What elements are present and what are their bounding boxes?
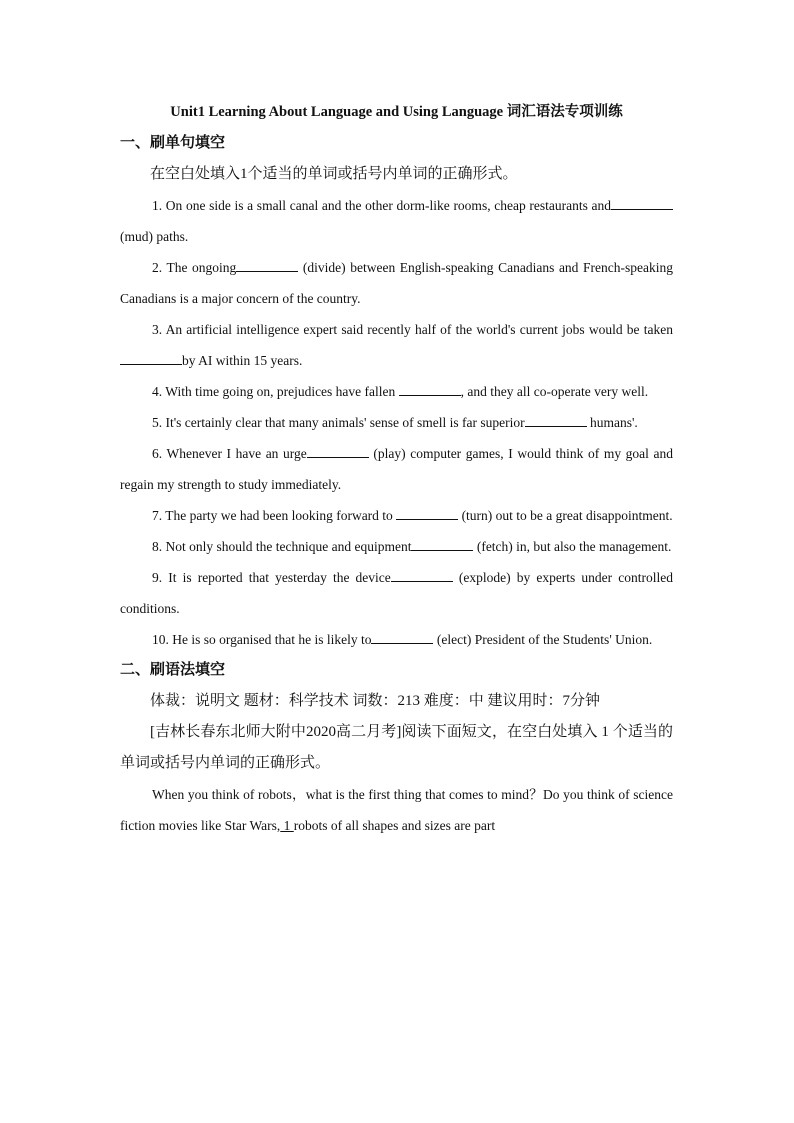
item-text: 4. With time going on, prejudices have fallen (152, 384, 399, 399)
section-heading-grammar-fill: 二、刷语法填空 (120, 662, 226, 678)
item-text: (play) computer games, I would think of my goal and regain my strength to study immediately. (120, 446, 674, 492)
item-text: (turn) out to be a great disappointment. (458, 508, 673, 523)
item-text: 7. The party we had been looking forward to (152, 508, 397, 523)
answer-blank[interactable] (236, 257, 298, 272)
section-instruction: 在空白处填入1个适当的单词或括号内单词的正确形式。 (150, 166, 518, 182)
item-text: 6. Whenever I have an urge (152, 446, 307, 461)
exercise-item-5 (120, 407, 673, 438)
page-title: Unit1 Learning About Language and Using Language 词汇语法专项训练 (170, 104, 623, 120)
answer-blank[interactable] (611, 195, 673, 210)
answer-blank[interactable] (371, 629, 433, 644)
exercise-item-6 (120, 438, 673, 500)
blank-number[interactable]: 1 (280, 818, 294, 833)
item-text: (elect) President of the Students' Union. (433, 632, 653, 647)
item-text: humans'. (586, 415, 638, 430)
answer-blank[interactable] (307, 443, 369, 458)
item-text: 10. He is so organised that he is likely to (152, 632, 372, 647)
exercise-item-4 (120, 376, 673, 407)
passage-text (120, 779, 673, 841)
item-text: 3. An artificial intelligence expert said recently half of the world's current jobs would be taken (152, 322, 673, 337)
item-text: , and they all co-operate very well. (460, 384, 649, 399)
item-text: 2. The ongoing (152, 260, 237, 275)
item-text: 5. It's certainly clear that many animals' sense of smell is far superior (152, 415, 525, 430)
item-text: (divide) between English-speaking Canadians and French-speaking Canadians is a major concern of the country. (120, 260, 673, 306)
passage-source-instruction: [吉林长春东北师大附中2020高二月考]阅读下面短文，在空白处填入 1 个适当的单词或括号内单词的正确形式。 (120, 724, 673, 771)
exercise-item-1 (120, 190, 673, 252)
exercise-item-8 (120, 531, 673, 562)
exercise-item-7 (120, 500, 673, 531)
item-text: 1. On one side is a small canal and the other dorm-like rooms, cheap restaurants and (152, 198, 611, 213)
item-text: (fetch) in, but also the management. (473, 539, 672, 554)
item-text: (explode) by experts under controlled conditions. (120, 570, 673, 616)
exercise-item-10 (120, 624, 673, 655)
answer-blank[interactable] (396, 505, 458, 520)
answer-blank[interactable] (411, 536, 473, 551)
section-heading-sentence-fill: 一、刷单句填空 (120, 135, 226, 151)
answer-blank[interactable] (391, 567, 453, 582)
passage-segment: robots of all shapes and sizes are part (293, 818, 496, 833)
item-text: (mud) paths. (120, 229, 189, 244)
answer-blank[interactable] (399, 381, 461, 396)
answer-blank[interactable] (525, 412, 587, 427)
exercise-item-9 (120, 562, 673, 624)
answer-blank[interactable] (120, 350, 182, 365)
passage-meta: 体裁：说明文 题材：科学技术 词数：213 难度：中 建议用时：7分钟 (150, 693, 601, 709)
item-text: by AI within 15 years. (182, 353, 303, 368)
exercise-item-2 (120, 252, 673, 314)
item-text: 8. Not only should the technique and equipment (152, 539, 412, 554)
passage-segment: When you think of robots，what is the first thing that comes to mind？Do you think of science fiction movies like Star Wars, (120, 787, 673, 833)
document-page (120, 96, 673, 841)
exercise-item-3 (120, 314, 673, 376)
item-text: 9. It is reported that yesterday the device (152, 570, 391, 585)
